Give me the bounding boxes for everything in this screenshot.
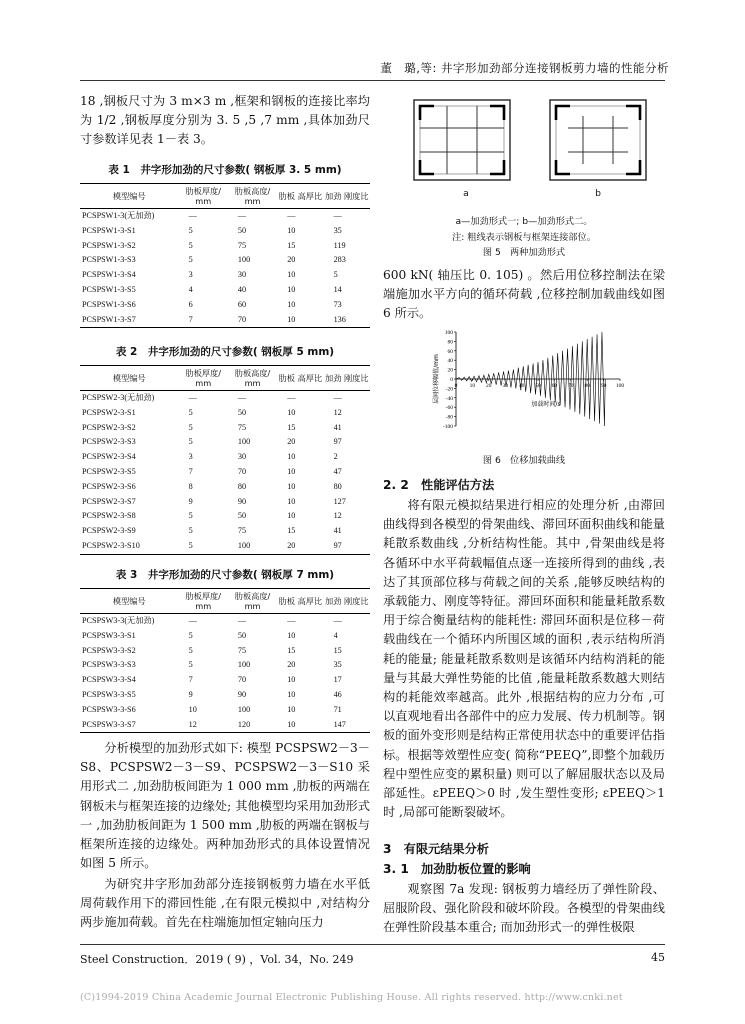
table-cell: 3	[188, 270, 193, 280]
y-tick-label: -40	[445, 395, 453, 402]
table-row	[80, 421, 370, 436]
table-cell: 10	[287, 675, 296, 685]
section-2-2-heading: 2. 2 性能评估方法	[383, 478, 495, 492]
table-caption: 表 1 井字形加劲的尺寸参数( 钢板厚 3. 5 mm)	[108, 164, 342, 176]
table-cell: 41	[333, 526, 342, 536]
table-cell: 7	[188, 314, 193, 324]
table-cell: 8	[188, 481, 193, 491]
table-cell: 5	[188, 526, 193, 536]
table-cell: PCSPSW1-3-S5	[82, 284, 136, 294]
table-cell: 7	[188, 466, 193, 476]
table-cell: 97	[333, 437, 342, 447]
paragraph-loading: 为研究井字形加劲部分连接钢板剪力墙在水平低周荷载作用下的滞回性能 ,在有限元模拟中 ,对结构分两步施加荷载。首先在柱端施加恒定轴向压力	[80, 877, 370, 930]
table-cell: 10	[287, 496, 296, 506]
column-header: 肋板 高厚比	[278, 191, 323, 201]
table-cell: 4	[188, 284, 193, 294]
table-cell: 5	[188, 630, 193, 640]
table-cell: 10	[287, 314, 296, 324]
table-cell: —	[237, 211, 247, 220]
table-row	[80, 283, 370, 298]
x-tick-label: 20	[486, 383, 492, 389]
table-cell: —	[287, 211, 296, 220]
table-cell: 41	[333, 422, 342, 432]
table-cell: 75	[237, 422, 247, 432]
table-2	[80, 344, 370, 555]
table-cell: 17	[333, 675, 342, 685]
table-cell: PCSPSW2-3-S6	[82, 481, 136, 491]
table-cell: PCSPSW2-3-S3	[82, 437, 136, 447]
table-cell: 5	[188, 660, 193, 670]
stiffener-form-a	[414, 100, 510, 180]
table-cell: PCSPSW2-3-S9	[82, 526, 136, 536]
copyright-notice: (C)1994-2019 China Academic Journal Electronic Publishing House. All rights reserved. http://www.cnki.net	[80, 992, 623, 1003]
column-header: 模型编号	[112, 596, 146, 606]
table-cell: 10	[287, 481, 296, 491]
table-body	[80, 614, 370, 733]
table-cell: 4	[333, 630, 338, 640]
table-cell: 97	[333, 540, 342, 550]
table-cell: 75	[237, 526, 247, 536]
table-cell: 136	[333, 314, 346, 324]
column-header: 模型编号	[112, 373, 146, 383]
table-cell: 35	[333, 660, 342, 670]
table-cell: 70	[237, 314, 247, 324]
section-3-1-heading: 3. 1 加劲肋板位置的影响	[383, 862, 531, 876]
table-cell: 35	[333, 225, 342, 235]
table-cell: 70	[237, 675, 247, 685]
table-cell: 9	[188, 496, 193, 506]
table-cell: 30	[237, 270, 247, 280]
table-cell: PCSPSW3-3-S5	[82, 689, 136, 699]
column-header: 肋板厚度/ mm	[185, 368, 221, 388]
x-tick-label: 90	[600, 383, 607, 389]
table-cell: PCSPSW2-3-S5	[82, 466, 136, 476]
table-cell: 47	[333, 466, 342, 476]
table-cell: 147	[333, 719, 346, 729]
data-table	[80, 183, 370, 328]
section-3-heading: 3 有限元结果分析	[383, 842, 489, 856]
fig5-label-b: b	[595, 188, 601, 199]
table-row	[80, 313, 370, 328]
table-cell: 10	[287, 689, 296, 699]
journal-citation: Steel Construction．2019 ( 9) ，Vol. 34，No. 249	[80, 953, 354, 966]
table-row	[80, 268, 370, 283]
table-cell: PCSPSW2-3-S2	[82, 422, 136, 432]
table-row	[80, 239, 370, 254]
table-row	[80, 253, 370, 268]
table-cell: 10	[287, 704, 296, 714]
column-header: 肋板高度/ mm	[234, 591, 271, 611]
column-header: 肋板厚度/ mm	[185, 591, 221, 611]
page-number: 45	[651, 951, 665, 964]
table-row	[80, 673, 370, 688]
table-cell: PCSPSW1-3(无加劲)	[82, 211, 155, 220]
column-header: 肋板 高厚比	[278, 596, 323, 606]
table-row	[80, 524, 370, 539]
table-row	[80, 450, 370, 465]
table-cell: 7	[188, 675, 193, 685]
table-row	[80, 614, 370, 629]
table-cell: 50	[237, 225, 247, 235]
table-cell: 75	[237, 645, 247, 655]
table-cell: 119	[333, 240, 346, 250]
x-tick-label: 30	[502, 383, 508, 389]
table-cell: 10	[188, 704, 197, 714]
fig5-label-a: a	[463, 188, 469, 199]
table-cell: 10	[287, 284, 296, 294]
table-cell: 30	[237, 452, 247, 462]
table-cell: 50	[237, 630, 247, 640]
table-row	[80, 495, 370, 510]
y-tick-label: -100	[442, 424, 453, 430]
table-cell: —	[333, 616, 342, 625]
intro-paragraph: 18 ,钢板尺寸为 3 m×3 m ,框架和钢板的连接比率均为 1/2 ,钢板厚度分别为 3. 5 ,5 ,7 mm ,具体加劲尺寸参数详见表 1－表 3。	[80, 94, 370, 147]
table-1	[80, 162, 370, 328]
table-cell: PCSPSW3-3-S3	[82, 660, 136, 670]
x-tick-label: 0	[454, 383, 458, 389]
table-cell: 20	[287, 660, 296, 670]
table-cell: PCSPSW2-3-S8	[82, 511, 136, 521]
table-cell: 20	[287, 540, 296, 550]
fig6-title: 图 6 位移加载曲线	[482, 455, 566, 466]
table-cell: PCSPSW2-3-S1	[82, 407, 136, 417]
stiffener-form-b	[550, 100, 646, 180]
table-cell: PCSPSW2-3-S4	[82, 452, 136, 462]
table-row	[80, 658, 370, 673]
fig5-title: 图 5 两种加劲形式	[482, 247, 566, 258]
fig5-caption-line1: a—加劲形式一; b—加劲形式二。	[455, 216, 593, 227]
column-header: 加劲 刚度比	[325, 373, 369, 383]
table-cell: PCSPSW1-3-S1	[82, 225, 136, 235]
table-cell: 5	[188, 540, 193, 550]
y-tick-label: 0	[450, 377, 453, 383]
y-tick-label: 20	[447, 367, 453, 374]
column-header: 模型编号	[112, 191, 146, 201]
table-cell: 10	[287, 407, 296, 417]
table-row	[80, 406, 370, 421]
stiffener-diagram	[400, 94, 655, 204]
table-row	[80, 209, 370, 224]
paragraph-load-forms: 分析模型的加劲形式如下: 模型 PCSPSW2－3－S8、PCSPSW2－3－S9、PCSPSW2－3－S10 采用形式二 ,加劲肋板间距为 1 000 mm ,肋板的两端在钢板未与框架连接的边缘处; 其他模型均采用加劲形式一 ,加劲肋板间距为 1 500 mm ,肋板的两端在钢板与框架所连接的边缘处。两种加劲形式的具体设置情况如图 5 所示。	[80, 741, 370, 871]
table-cell: PCSPSW1-3-S3	[82, 255, 136, 265]
table-cell: 15	[287, 645, 296, 655]
table-cell: PCSPSW1-3-S6	[82, 299, 136, 309]
table-cell: 10	[287, 511, 296, 521]
table-cell: 20	[287, 255, 296, 265]
x-tick-label: 70	[568, 383, 574, 389]
table-cell: 10	[287, 299, 296, 309]
table-cell: 100	[237, 437, 251, 447]
table-row	[80, 539, 370, 554]
table-row	[80, 629, 370, 644]
table-cell: 10	[287, 466, 296, 476]
table-cell: —	[287, 616, 296, 625]
paragraph-evaluation: 将有限元模拟结果进行相应的处理分析 ,由滞回曲线得到各模型的骨架曲线、滞回环面积曲线和能量耗散系数曲线 ,分析结构性能。其中 ,骨架曲线是将各循环中水平荷载幅值点逐一连接所得到的曲线 ,表达了其顶部位移与荷载之间的关系 ,能够反映结构的承载能力、刚度等特征。滞回环面积和能量耗散系数用于综合衡量结构的能耗性: 滞回环面积是位移－荷载曲线在一个循环内所围区域的面积 ,表示结构所消耗的能量; 能量耗散系数则是该循环内结构消耗的能量与其最大弹性势能的比值 ,能量耗散系数越大则结构的耗能效率越高。此外 ,根据结构的应力分布 ,可以直观地看出各部件中的应力发展、传力机制等。钢板的面外变形则是结构正常使用状态中的重要评估指标。根据等效塑性应变( 简称“PEEQ”,即整个加载历程中塑性应变的累积量) 则可以了解屈服状态以及局部延性。εPEEQ＞0 时 ,发生塑性变形; εPEEQ＞1 时 ,局部可能断裂破坏。	[383, 498, 665, 820]
table-cell: 6	[188, 299, 193, 309]
table-header-row	[80, 184, 370, 209]
table-cell: 46	[333, 689, 342, 699]
table-cell: —	[237, 616, 247, 625]
table-cell: PCSPSW2-3(无加劲)	[82, 393, 155, 402]
table-cell: 5	[333, 270, 338, 280]
table-header-row	[80, 366, 370, 391]
y-tick-label: 100	[444, 330, 453, 336]
table-cell: 80	[237, 481, 247, 491]
table-3	[80, 567, 370, 733]
table-cell: 10	[287, 225, 296, 235]
table-cell: 10	[287, 719, 296, 729]
figure-6	[428, 326, 628, 438]
table-cell: 5	[188, 437, 193, 447]
table-cell: 5	[188, 255, 193, 265]
table-cell: PCSPSW3-3-S1	[82, 630, 136, 640]
data-table	[80, 588, 370, 733]
table-cell: 3	[188, 452, 193, 462]
x-tick-label: 60	[551, 383, 558, 389]
paragraph-results: 观察图 7a 发现: 钢板剪力墙经历了弹性阶段、屈服阶段、强化阶段和破坏阶段。各模型的骨架曲线在弹性阶段基本重合; 而加劲形式一的弹性极限	[383, 882, 665, 935]
y-tick-label: 80	[447, 339, 453, 346]
table-cell: 14	[333, 284, 342, 294]
table-row	[80, 718, 370, 733]
table-cell: 20	[287, 437, 296, 447]
y-tick-label: -80	[445, 414, 453, 421]
table-head	[80, 589, 370, 614]
table-row	[80, 391, 370, 406]
table-cell: 10	[287, 452, 296, 462]
table-cell: 80	[333, 481, 342, 491]
table-cell: 40	[237, 284, 247, 294]
table-row	[80, 224, 370, 239]
table-caption: 表 2 井字形加劲的尺寸参数( 钢板厚 5 mm)	[115, 346, 335, 358]
table-cell: 5	[188, 422, 193, 432]
table-cell: 5	[188, 645, 193, 655]
table-cell: 5	[188, 225, 193, 235]
table-cell: 15	[287, 422, 296, 432]
column-header: 加劲 刚度比	[325, 191, 369, 201]
table-cell: 2	[333, 452, 338, 462]
column-header: 肋板厚度/ mm	[185, 186, 221, 206]
table-cell: PCSPSW2-3-S7	[82, 496, 136, 506]
table-cell: 50	[237, 511, 247, 521]
table-row	[80, 435, 370, 450]
table-cell: PCSPSW3-3-S6	[82, 704, 136, 714]
table-cell: PCSPSW1-3-S2	[82, 240, 136, 250]
table-cell: 15	[333, 645, 342, 655]
table-row	[80, 688, 370, 703]
fig5-caption-line2: 注: 粗线表示钢板与框架连接部位。	[452, 232, 596, 243]
table-cell: —	[237, 393, 247, 402]
table-cell: —	[188, 211, 197, 220]
table-cell: 75	[237, 240, 247, 250]
y-axis-label: 层间位移幅值/mm	[433, 354, 440, 404]
table-body	[80, 391, 370, 555]
x-tick-label: 40	[518, 383, 525, 389]
table-cell: 12	[333, 407, 342, 417]
table-cell: —	[188, 616, 197, 625]
table-header-row	[80, 589, 370, 614]
table-cell: 100	[237, 255, 251, 265]
paragraph-load-protocol: 600 kN( 轴压比 0. 105) 。然后用位移控制法在梁端施加水平方向的循环荷载 ,位移控制加载曲线如图 6 所示。	[383, 268, 665, 321]
table-cell: 5	[188, 407, 193, 417]
y-tick-label: -60	[445, 405, 453, 412]
figure-5	[400, 94, 655, 208]
table-body	[80, 209, 370, 328]
table-cell: 100	[237, 540, 251, 550]
x-tick-label: 10	[469, 383, 476, 389]
table-head	[80, 366, 370, 391]
table-cell: 283	[333, 255, 346, 265]
table-cell: PCSPSW1-3-S7	[82, 314, 136, 324]
x-tick-label: 80	[584, 383, 590, 389]
column-header: 肋板 高厚比	[278, 373, 323, 383]
table-cell: —	[333, 393, 342, 402]
table-row	[80, 480, 370, 495]
table-cell: 5	[188, 511, 193, 521]
table-cell: 5	[188, 240, 193, 250]
column-header: 肋板高度/ mm	[234, 368, 271, 388]
table-cell: 71	[333, 704, 342, 714]
table-cell: 120	[237, 719, 251, 729]
table-cell: 50	[237, 407, 247, 417]
table-cell: 12	[333, 511, 342, 521]
table-caption: 表 3 井字形加劲的尺寸参数( 钢板厚 7 mm)	[115, 569, 335, 581]
y-tick-label: -20	[445, 386, 453, 393]
table-head	[80, 184, 370, 209]
table-cell: 15	[287, 526, 296, 536]
table-cell: 90	[237, 689, 247, 699]
table-cell: 10	[287, 270, 296, 280]
table-cell: PCSPSW1-3-S4	[82, 270, 136, 280]
table-cell: —	[287, 393, 296, 402]
table-row	[80, 465, 370, 480]
table-cell: 73	[333, 299, 342, 309]
table-cell: —	[333, 211, 342, 220]
x-tick-label: 50	[535, 383, 541, 389]
table-cell: 9	[188, 689, 193, 699]
y-tick-label: 60	[447, 348, 453, 355]
table-cell: 10	[287, 630, 296, 640]
table-cell: 12	[188, 719, 197, 729]
table-cell: 60	[237, 299, 247, 309]
table-row	[80, 703, 370, 718]
table-cell: 15	[287, 240, 296, 250]
table-cell: 100	[237, 704, 251, 714]
table-cell: PCSPSW3-3-S4	[82, 675, 136, 685]
running-header: 董 璐,等: 井字形加劲部分连接钢板剪力墙的性能分析	[380, 61, 669, 75]
data-table	[80, 365, 370, 555]
table-row	[80, 298, 370, 313]
table-cell: PCSPSW3-3(无加劲)	[82, 616, 155, 625]
footer-rule	[80, 944, 665, 945]
table-row	[80, 644, 370, 659]
table-row	[80, 509, 370, 524]
header-rule	[80, 80, 665, 81]
column-header: 肋板高度/ mm	[234, 186, 271, 206]
table-cell: 127	[333, 496, 346, 506]
x-tick-label: 100	[615, 383, 625, 389]
table-cell: 100	[237, 660, 251, 670]
table-cell: 70	[237, 466, 247, 476]
table-cell: PCSPSW2-3-S10	[82, 540, 140, 550]
table-cell: —	[188, 393, 197, 402]
table-cell: 90	[237, 496, 247, 506]
column-header: 加劲 刚度比	[325, 596, 369, 606]
table-cell: PCSPSW3-3-S2	[82, 645, 136, 655]
displacement-chart	[428, 326, 628, 438]
y-tick-label: 40	[447, 358, 453, 365]
x-axis-label: 加载时间/s	[531, 401, 561, 408]
table-cell: PCSPSW3-3-S7	[82, 719, 136, 729]
